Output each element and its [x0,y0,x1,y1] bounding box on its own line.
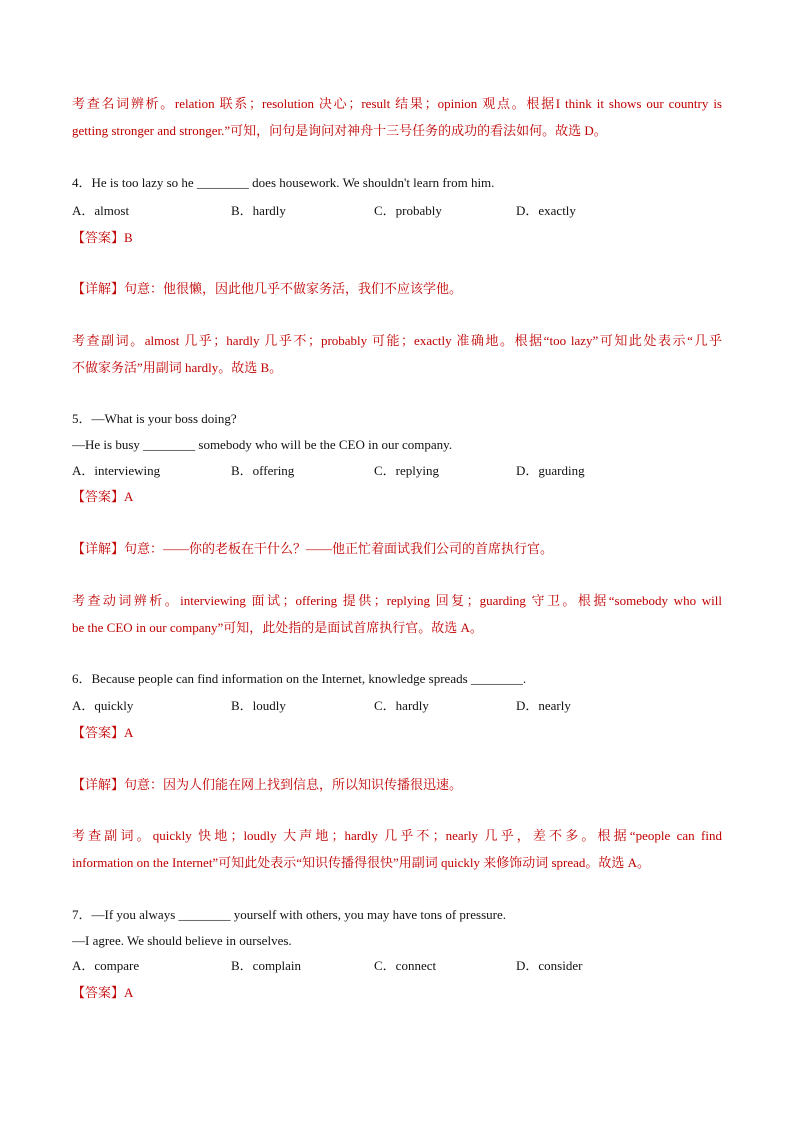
q7-stem-line-2: —I agree. We should believe in ourselves. [72,933,292,948]
q4-analysis-line-2: 不做家务活”用副词 hardly。故选 B。 [72,360,283,375]
q4-option-a: A．almost [72,203,130,218]
q7-option-d: D．consider [516,958,583,973]
q6-analysis-line-2: information on the Internet”可知此处表示“知识传播得很快”用副词 quickly 来修饰动词 spread。故选 A。 [72,855,651,870]
q6-option-b: B．loudly [231,698,286,713]
q6-answer: 【答案】A [72,725,134,740]
q6-analysis-line-1: 考查副词。quickly 快地；loudly 大声地；hardly 几乎不；nearly 几乎，差不多。根据“people can find [72,828,722,843]
q4-option-d: D．exactly [516,203,576,218]
intro-line-2: getting stronger and stronger.”可知，问句是询问对神舟十三号任务的成功的看法如何。故选 D。 [72,123,607,138]
q5-analysis-line-1: 考查动词辨析。interviewing 面试；offering 提供；replying 回复；guarding 守卫。根据“somebody who will [72,593,722,608]
q4-stem: 4．He is too lazy so he ________ does housework. We shouldn't learn from him. [72,175,495,190]
intro-line-1: 考查名词辨析。relation 联系；resolution 决心；result 结果；opinion 观点。根据I think it shows our country is [72,96,722,111]
q4-option-c: C．probably [374,203,442,218]
q6-detail: 【详解】句意：因为人们能在网上找到信息，所以知识传播很迅速。 [72,777,463,792]
q5-option-a: A．interviewing [72,463,161,478]
q5-option-d: D．guarding [516,463,585,478]
q5-detail: 【详解】句意：——你的老板在干什么？——他正忙着面试我们公司的首席执行官。 [72,541,554,556]
q6-option-a: A．quickly [72,698,134,713]
q7-option-b: B．complain [231,958,302,973]
q7-answer: 【答案】A [72,985,134,1000]
q6-stem: 6．Because people can find information on the Internet, knowledge spreads ________. [72,671,527,686]
q7-stem-line-1: 7．—If you always ________ yourself with others, you may have tons of pressure. [72,907,506,922]
q5-stem-line-1: 5．—What is your boss doing? [72,411,237,426]
q4-answer: 【答案】B [72,230,133,245]
q5-answer: 【答案】A [72,489,134,504]
q4-analysis-line-1: 考查副词。almost 几乎；hardly 几乎不；probably 可能；exactly 准确地。根据“too lazy”可知此处表示“几乎 [72,333,722,348]
q7-option-a: A．compare [72,958,140,973]
q6-option-d: D．nearly [516,698,571,713]
q7-option-c: C．connect [374,958,437,973]
q5-analysis-line-2: be the CEO in our company”可知，此处指的是面试首席执行官。故选 A。 [72,620,483,635]
q5-option-b: B．offering [231,463,295,478]
q5-option-c: C．replying [374,463,439,478]
q4-detail: 【详解】句意：他很懒，因此他几乎不做家务活，我们不应该学他。 [72,281,463,296]
q5-stem-line-2: —He is busy ________ somebody who will be the CEO in our company. [72,437,453,452]
q4-option-b: B．hardly [231,203,286,218]
q6-option-c: C．hardly [374,698,429,713]
